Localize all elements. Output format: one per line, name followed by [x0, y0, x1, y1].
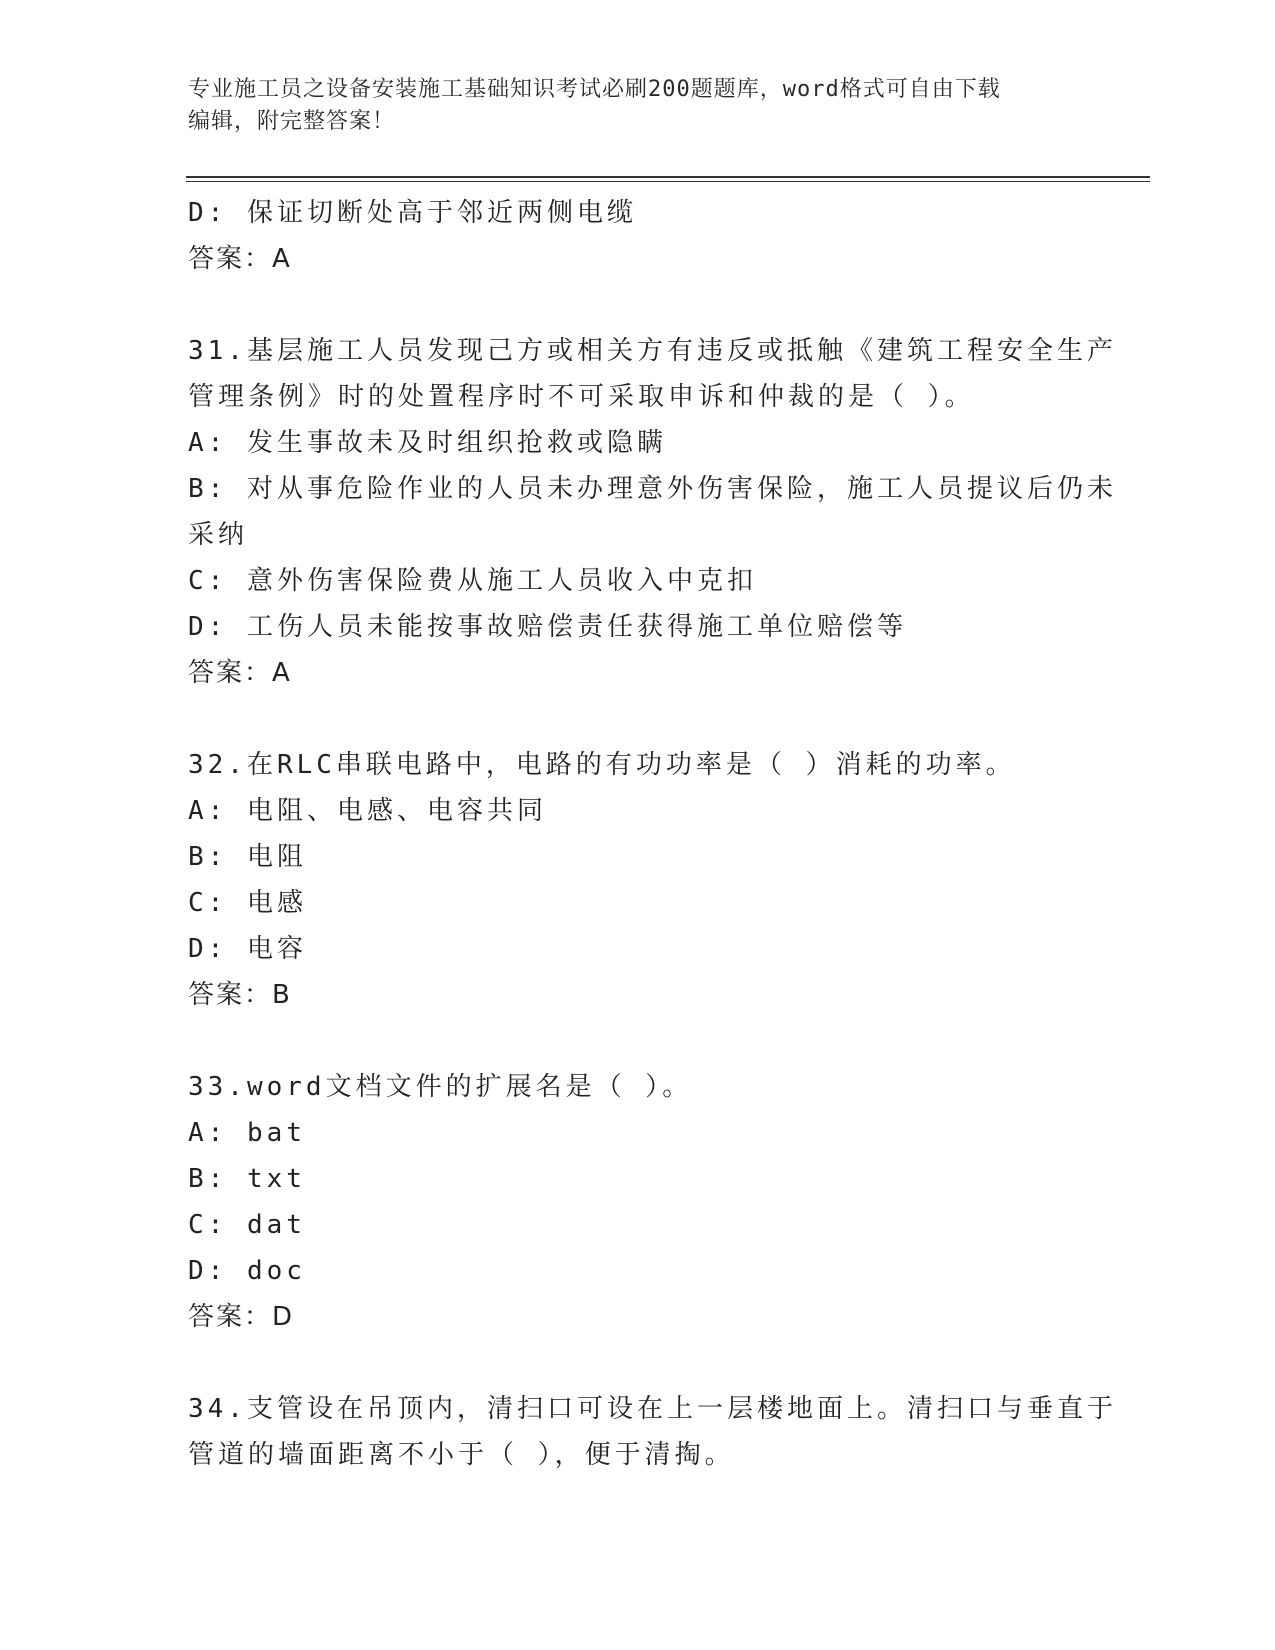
option-b-continued: 采纳: [188, 520, 249, 550]
header-title-line-1: 专业施工员之设备安装施工基础知识考试必刷200题题库，word格式可自由下载: [188, 77, 1001, 102]
question-32: [188, 742, 1088, 1018]
header-divider: [186, 176, 1150, 182]
option-c: C: dat: [188, 1210, 306, 1240]
answer: 答案：A: [188, 244, 292, 274]
header-title-line-2: 编辑，附完整答案！: [188, 109, 396, 134]
spacer: [188, 282, 1088, 328]
question-30-tail: [188, 190, 1088, 282]
option-a: A: 电阻、电感、电容共同: [188, 796, 547, 826]
answer: 答案：D: [188, 1302, 295, 1332]
option-d: D: 电容: [188, 934, 307, 964]
page-header: [188, 74, 1068, 138]
option-c: C: 电感: [188, 888, 307, 918]
question-stem: 34.支管设在吊顶内，清扫口可设在上一层楼地面上。清扫口与垂直于: [188, 1394, 1117, 1424]
question-31: [188, 328, 1117, 696]
answer: 答案：A: [188, 658, 292, 688]
question-33: [188, 1064, 1088, 1340]
spacer: [188, 1018, 1088, 1064]
question-stem: 33.word文档文件的扩展名是（ ）。: [188, 1072, 693, 1102]
question-stem: 管道的墙面距离不小于（ ），便于清掏。: [188, 1440, 735, 1470]
option-b: B: 电阻: [188, 842, 307, 872]
question-stem: 31.基层施工人员发现己方或相关方有违反或抵触《建筑工程安全生产: [188, 336, 1117, 366]
question-stem: 管理条例》时的处置程序时不可采取申诉和仲裁的是（ ）。: [188, 382, 975, 412]
option-a: A: bat: [188, 1118, 306, 1148]
option-b: B: txt: [188, 1164, 306, 1194]
option-d: D: 工伤人员未能按事故赔偿责任获得施工单位赔偿等: [188, 612, 907, 642]
document-body: [188, 190, 1117, 1478]
option-d: D: doc: [188, 1256, 306, 1286]
option-d: D: 保证切断处高于邻近两侧电缆: [188, 198, 637, 228]
spacer: [188, 1340, 1088, 1386]
answer: 答案：B: [188, 980, 292, 1010]
question-34: [188, 1386, 1117, 1478]
spacer: [188, 696, 1088, 742]
option-a: A: 发生事故未及时组织抢救或隐瞒: [188, 428, 667, 458]
question-stem: 32.在RLC串联电路中，电路的有功功率是（ ）消耗的功率。: [188, 750, 1016, 780]
option-c: C: 意外伤害保险费从施工人员收入中克扣: [188, 566, 757, 596]
option-b: B: 对从事危险作业的人员未办理意外伤害保险，施工人员提议后仍未: [188, 474, 1117, 504]
